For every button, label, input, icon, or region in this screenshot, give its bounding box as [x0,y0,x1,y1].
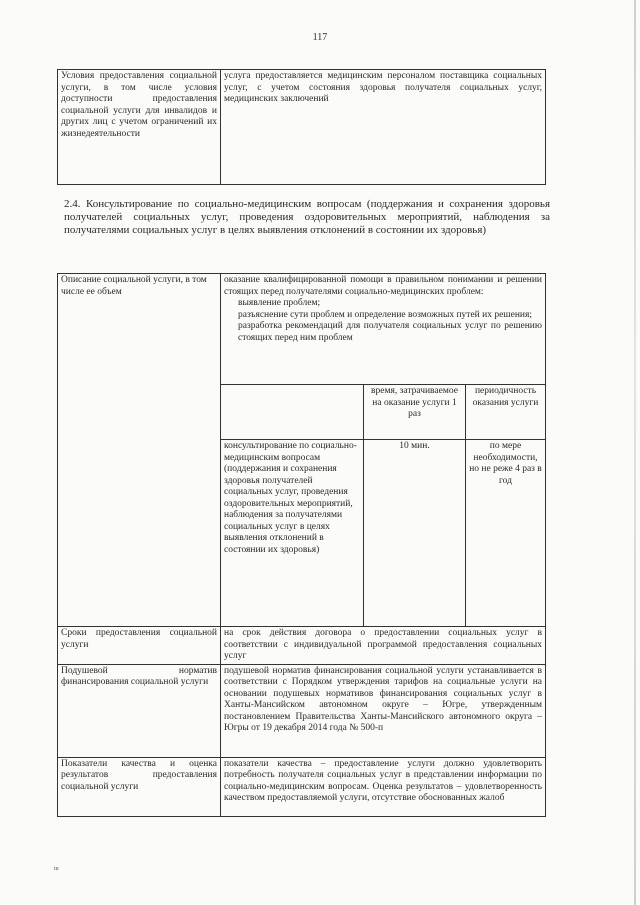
table-row [58,664,546,757]
table-row [58,627,546,665]
description-label: Описание социальной услуги, в том числе ее объем [58,274,221,627]
terms-label: Сроки предоставления социальной услуги [58,627,221,665]
quality-label: Показатели качества и оценка результатов предоставления социальной услуги [58,757,221,816]
description-intro: оказание квалифицированной помощи в правильном понимании и решении стоящих перед получателями социально-медицинских проблем: [224,275,542,297]
quality-value: показатели качества – предоставление услуги должно удовлетворить потребность получателя социальных услуг в представлении информации по социально-медицинским вопросам. Оценка результатов – удовлетворенность качеством предоставляемой услуги, отсутствие обоснованных жалоб [221,757,546,816]
conditions-value: услуга предоставляется медицинским персоналом поставщика социальных услуг, с учетом состояния здоровья получателя социальных услуг, медицинских заключений [221,70,546,185]
list-item: разъяснение сути проблем и определение возможных путей их решения; [238,309,533,320]
table-row [58,274,546,627]
terms-value: на срок действия договора о предоставлении социальных услуг в соответствии с индивидуальной программой предоставления социальных услуг [221,627,546,665]
financing-label: Подушевой норматив финансирования социальной услуги [58,664,221,757]
scan-mark: ш [54,866,59,872]
page-number: 117 [312,32,328,43]
service-name: консультирование по социально-медицинским вопросам (поддержания и сохранения здоровья получателей социальных услуг, проведения оздоровительных мероприятий, наблюдения за получателями социальных услуг в целях выявления отклонений в состоянии их здоровья) [221,440,364,627]
section-heading: 2.4. Консультирование по социально-медицинским вопросам (поддержания и сохранения здоровья получателей социальных услуг, проведения оздоровительных мероприятий, наблюдения за получателями социальных услуг в целях выявления отклонений в состоянии их здоровья) [64,198,550,236]
scan-edge-shadow [634,0,636,905]
service-detail-table [221,384,545,626]
time-header: время, затрачиваемое на оказание услуги 1 раз [364,385,466,440]
frequency-value: по мере необходимости, но не реже 4 раз в год [466,440,546,627]
table-row [221,385,545,440]
service-table [57,273,546,817]
empty-header-cell [221,385,364,440]
frequency-header: периодичность оказания услуги [466,385,546,440]
table-row [221,440,545,627]
conditions-table [57,69,546,185]
description-cell [221,274,546,627]
table-row [58,757,546,816]
financing-value: подушевой норматив финансирования социальной услуги устанавливается в соответствии с Порядком утверждения тарифов на социальные услуги на основании подушевых нормативов финансирования социальных услуг в Ханты-Мансийском автономном округе – Югре, утвержденным постановлением Правительства Ханты-Мансийского автономного округа – Югры от 19 декабря 2014 года № 500-п [221,664,546,757]
conditions-label: Условия предоставления социальной услуги, в том числе условия доступности предоставления социальной услуги для инвалидов и других лиц с учетом ограничений их жизнедеятельности [58,70,221,185]
table-row [58,70,546,185]
list-item: выявление проблем; [238,298,321,308]
time-value: 10 мин. [364,440,466,627]
list-item: разработка рекомендаций для получателя социальных услуг по решению стоящих перед ним проблем [238,321,542,343]
